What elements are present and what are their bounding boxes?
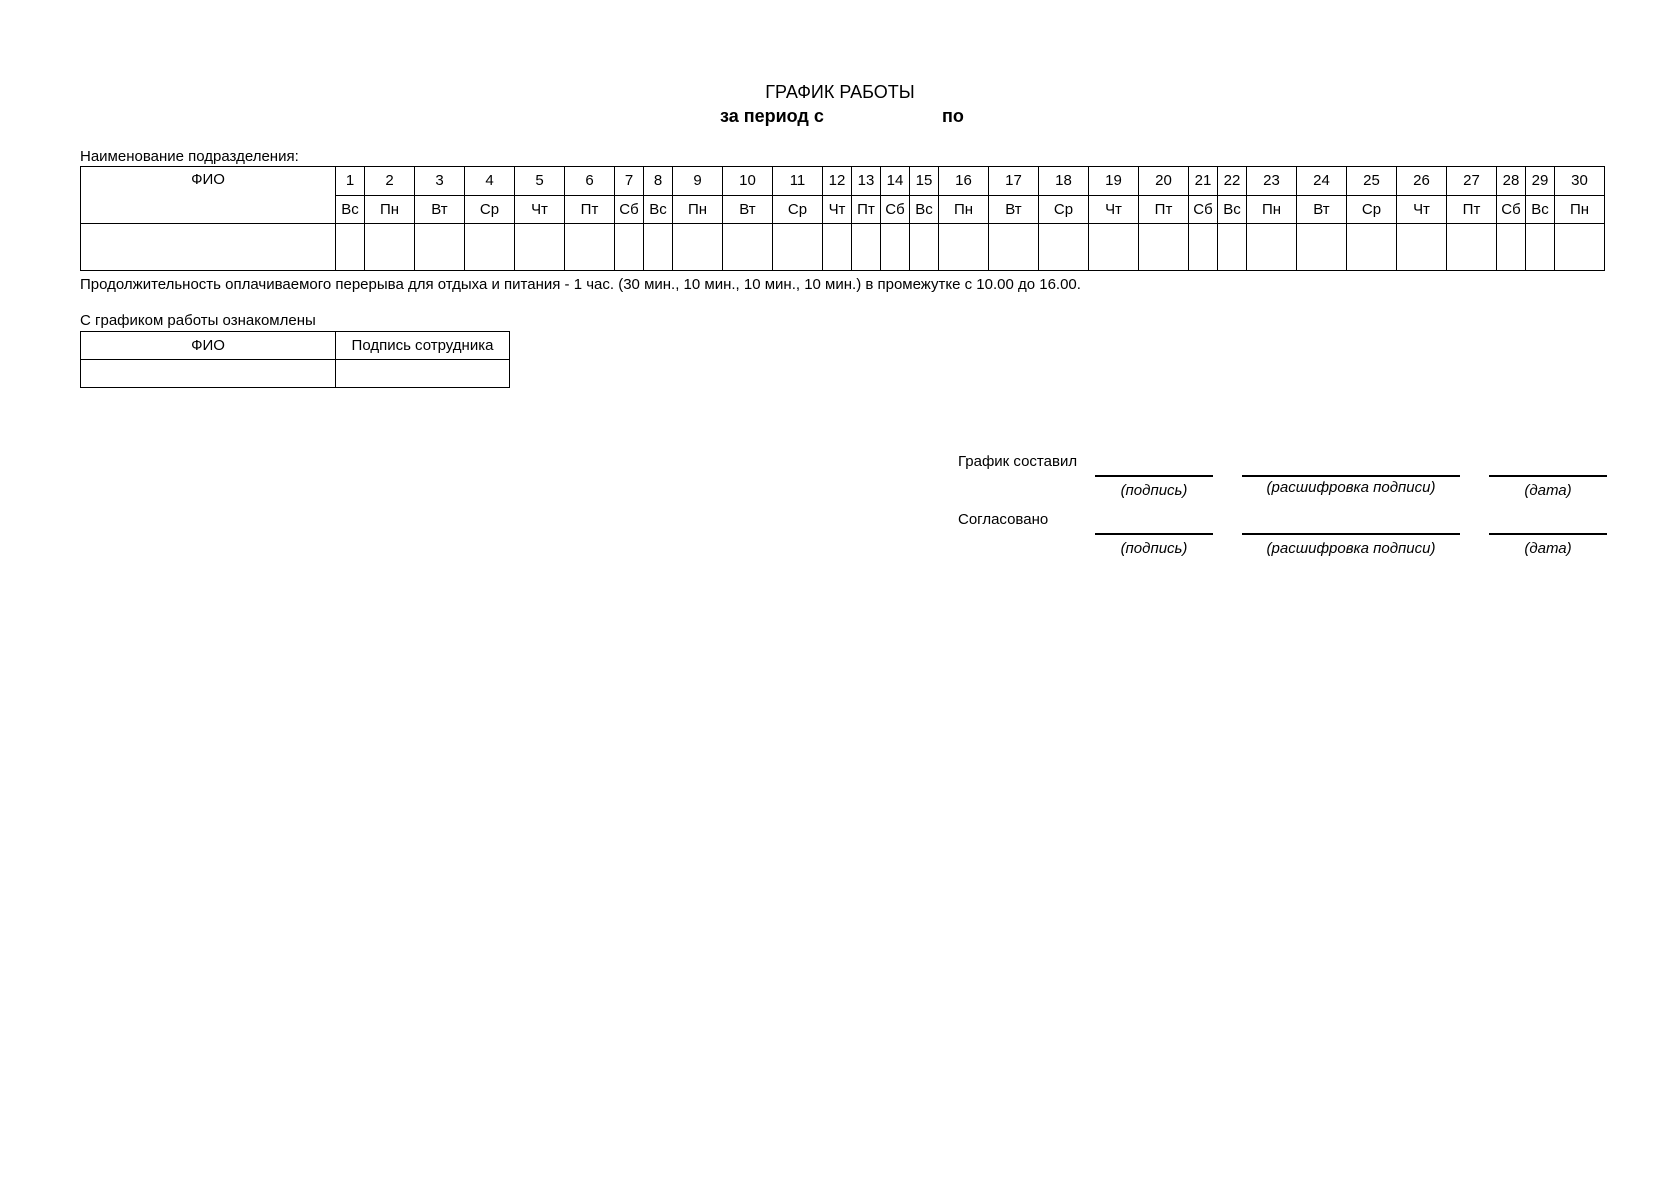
approved-decoding-line[interactable] (1242, 533, 1460, 535)
weekday-cell: Чт (1089, 196, 1139, 224)
approved-date-caption: (дата) (1524, 540, 1572, 557)
compiled-signature-caption: (подпись) (1120, 482, 1188, 499)
weekday-cell: Чт (515, 196, 565, 224)
day-number-cell: 22 (1218, 167, 1247, 196)
day-number-cell: 24 (1297, 167, 1347, 196)
shift-cell[interactable] (1039, 224, 1089, 271)
shift-cell[interactable] (515, 224, 565, 271)
shift-cell[interactable] (939, 224, 989, 271)
shift-cell[interactable] (823, 224, 852, 271)
shift-cell[interactable] (910, 224, 939, 271)
weekday-cell: Сб (1189, 196, 1218, 224)
period-to-label: по (942, 106, 964, 126)
day-number-cell: 6 (565, 167, 615, 196)
day-number-cell: 28 (1497, 167, 1526, 196)
weekday-cell: Вт (989, 196, 1039, 224)
day-number-cell: 8 (644, 167, 673, 196)
day-number-cell: 9 (673, 167, 723, 196)
day-number-cell: 27 (1447, 167, 1497, 196)
weekday-cell: Вс (644, 196, 673, 224)
day-number-cell: 20 (1139, 167, 1189, 196)
compiled-date-caption: (дата) (1524, 482, 1572, 499)
weekday-cell: Чт (1397, 196, 1447, 224)
shift-cell[interactable] (465, 224, 515, 271)
weekday-cell: Пн (673, 196, 723, 224)
approved-decoding-caption: (расшифровка подписи) (1266, 540, 1436, 557)
shift-cell[interactable] (1497, 224, 1526, 271)
approved-signature-caption: (подпись) (1120, 540, 1188, 557)
weekday-cell: Ср (773, 196, 823, 224)
compiled-decoding-caption: (расшифровка подписи) (1266, 479, 1436, 496)
day-number-cell: 2 (365, 167, 415, 196)
acknowledgement-table (80, 331, 510, 388)
day-number-cell: 14 (881, 167, 910, 196)
shift-cell[interactable] (989, 224, 1039, 271)
compiled-decoding-line[interactable] (1242, 475, 1460, 477)
day-number-cell: 21 (1189, 167, 1218, 196)
weekday-cell: Вт (415, 196, 465, 224)
shift-cell[interactable] (881, 224, 910, 271)
shift-cell[interactable] (565, 224, 615, 271)
day-number-cell: 23 (1247, 167, 1297, 196)
shift-cell[interactable] (336, 224, 365, 271)
compiled-by-label: График составил (958, 453, 1078, 470)
shift-cell[interactable] (723, 224, 773, 271)
department-label: Наименование подразделения: (80, 148, 299, 165)
shift-cell[interactable] (1297, 224, 1347, 271)
day-number-cell: 17 (989, 167, 1039, 196)
days-row (81, 167, 1605, 196)
day-number-cell: 25 (1347, 167, 1397, 196)
weekday-cell: Пн (1247, 196, 1297, 224)
shift-cell[interactable] (852, 224, 881, 271)
fio-header: ФИО (81, 167, 336, 224)
acknowledgement-label: С графиком работы ознакомлены (80, 312, 316, 329)
shift-cell[interactable] (1347, 224, 1397, 271)
shift-cell[interactable] (1397, 224, 1447, 271)
day-number-cell: 3 (415, 167, 465, 196)
day-number-cell: 15 (910, 167, 939, 196)
shift-cell[interactable] (615, 224, 644, 271)
shift-cell[interactable] (1189, 224, 1218, 271)
approved-date-line[interactable] (1489, 533, 1607, 535)
weekday-cell: Пт (1447, 196, 1497, 224)
weekday-cell: Пт (1139, 196, 1189, 224)
day-number-cell: 1 (336, 167, 365, 196)
ack-fio-cell[interactable] (81, 360, 336, 388)
day-number-cell: 18 (1039, 167, 1089, 196)
weekday-cell: Сб (615, 196, 644, 224)
shift-cell[interactable] (1555, 224, 1605, 271)
shift-cell[interactable] (1447, 224, 1497, 271)
shift-cell[interactable] (365, 224, 415, 271)
weekday-cell: Вс (910, 196, 939, 224)
acknowledgement-row[interactable] (81, 360, 510, 388)
period-from-label: за период с (720, 106, 824, 126)
weekday-cell: Сб (1497, 196, 1526, 224)
weekday-cell: Пт (852, 196, 881, 224)
day-number-cell: 16 (939, 167, 989, 196)
shift-cell[interactable] (1089, 224, 1139, 271)
break-note: Продолжительность оплачиваемого перерыва для отдыха и питания - 1 час. (30 мин., 10 мин., 10 мин., 10 мин.) в промежутке с 10.00 до 16.00. (80, 276, 1081, 293)
compiled-signature-line[interactable] (1095, 475, 1213, 477)
day-number-cell: 26 (1397, 167, 1447, 196)
weekday-cell: Сб (881, 196, 910, 224)
shift-cell[interactable] (1139, 224, 1189, 271)
acknowledgement-header-row (81, 332, 510, 360)
day-number-cell: 12 (823, 167, 852, 196)
day-number-cell: 4 (465, 167, 515, 196)
day-number-cell: 11 (773, 167, 823, 196)
shift-cell[interactable] (1526, 224, 1555, 271)
weekday-cell: Ср (1039, 196, 1089, 224)
document-title: ГРАФИК РАБОТЫ (765, 82, 915, 102)
compiled-date-line[interactable] (1489, 475, 1607, 477)
day-number-cell: 30 (1555, 167, 1605, 196)
weekday-cell: Вт (1297, 196, 1347, 224)
shift-cell[interactable] (673, 224, 723, 271)
employee-name-cell[interactable] (81, 224, 336, 271)
employee-row[interactable] (81, 224, 1605, 271)
weekday-cell: Пн (365, 196, 415, 224)
weekday-cell: Вс (336, 196, 365, 224)
shift-cell[interactable] (773, 224, 823, 271)
weekday-cell: Пн (1555, 196, 1605, 224)
weekday-cell: Вс (1526, 196, 1555, 224)
weekday-cell: Пн (939, 196, 989, 224)
approved-label: Согласовано (958, 511, 1049, 528)
weekday-cell: Вт (723, 196, 773, 224)
ack-signature-header: Подпись сотрудника (336, 332, 510, 360)
approved-signature-line[interactable] (1095, 533, 1213, 535)
shift-cell[interactable] (415, 224, 465, 271)
day-number-cell: 10 (723, 167, 773, 196)
weekday-cell: Пт (565, 196, 615, 224)
ack-signature-cell[interactable] (336, 360, 510, 388)
shift-cell[interactable] (1218, 224, 1247, 271)
weekday-cell: Ср (465, 196, 515, 224)
ack-fio-header: ФИО (81, 332, 336, 360)
weekday-cell: Ср (1347, 196, 1397, 224)
day-number-cell: 19 (1089, 167, 1139, 196)
schedule-table (80, 166, 1605, 271)
shift-cell[interactable] (644, 224, 673, 271)
day-number-cell: 5 (515, 167, 565, 196)
weekday-cell: Вс (1218, 196, 1247, 224)
day-number-cell: 29 (1526, 167, 1555, 196)
shift-cell[interactable] (1247, 224, 1297, 271)
day-number-cell: 7 (615, 167, 644, 196)
weekday-cell: Чт (823, 196, 852, 224)
day-number-cell: 13 (852, 167, 881, 196)
